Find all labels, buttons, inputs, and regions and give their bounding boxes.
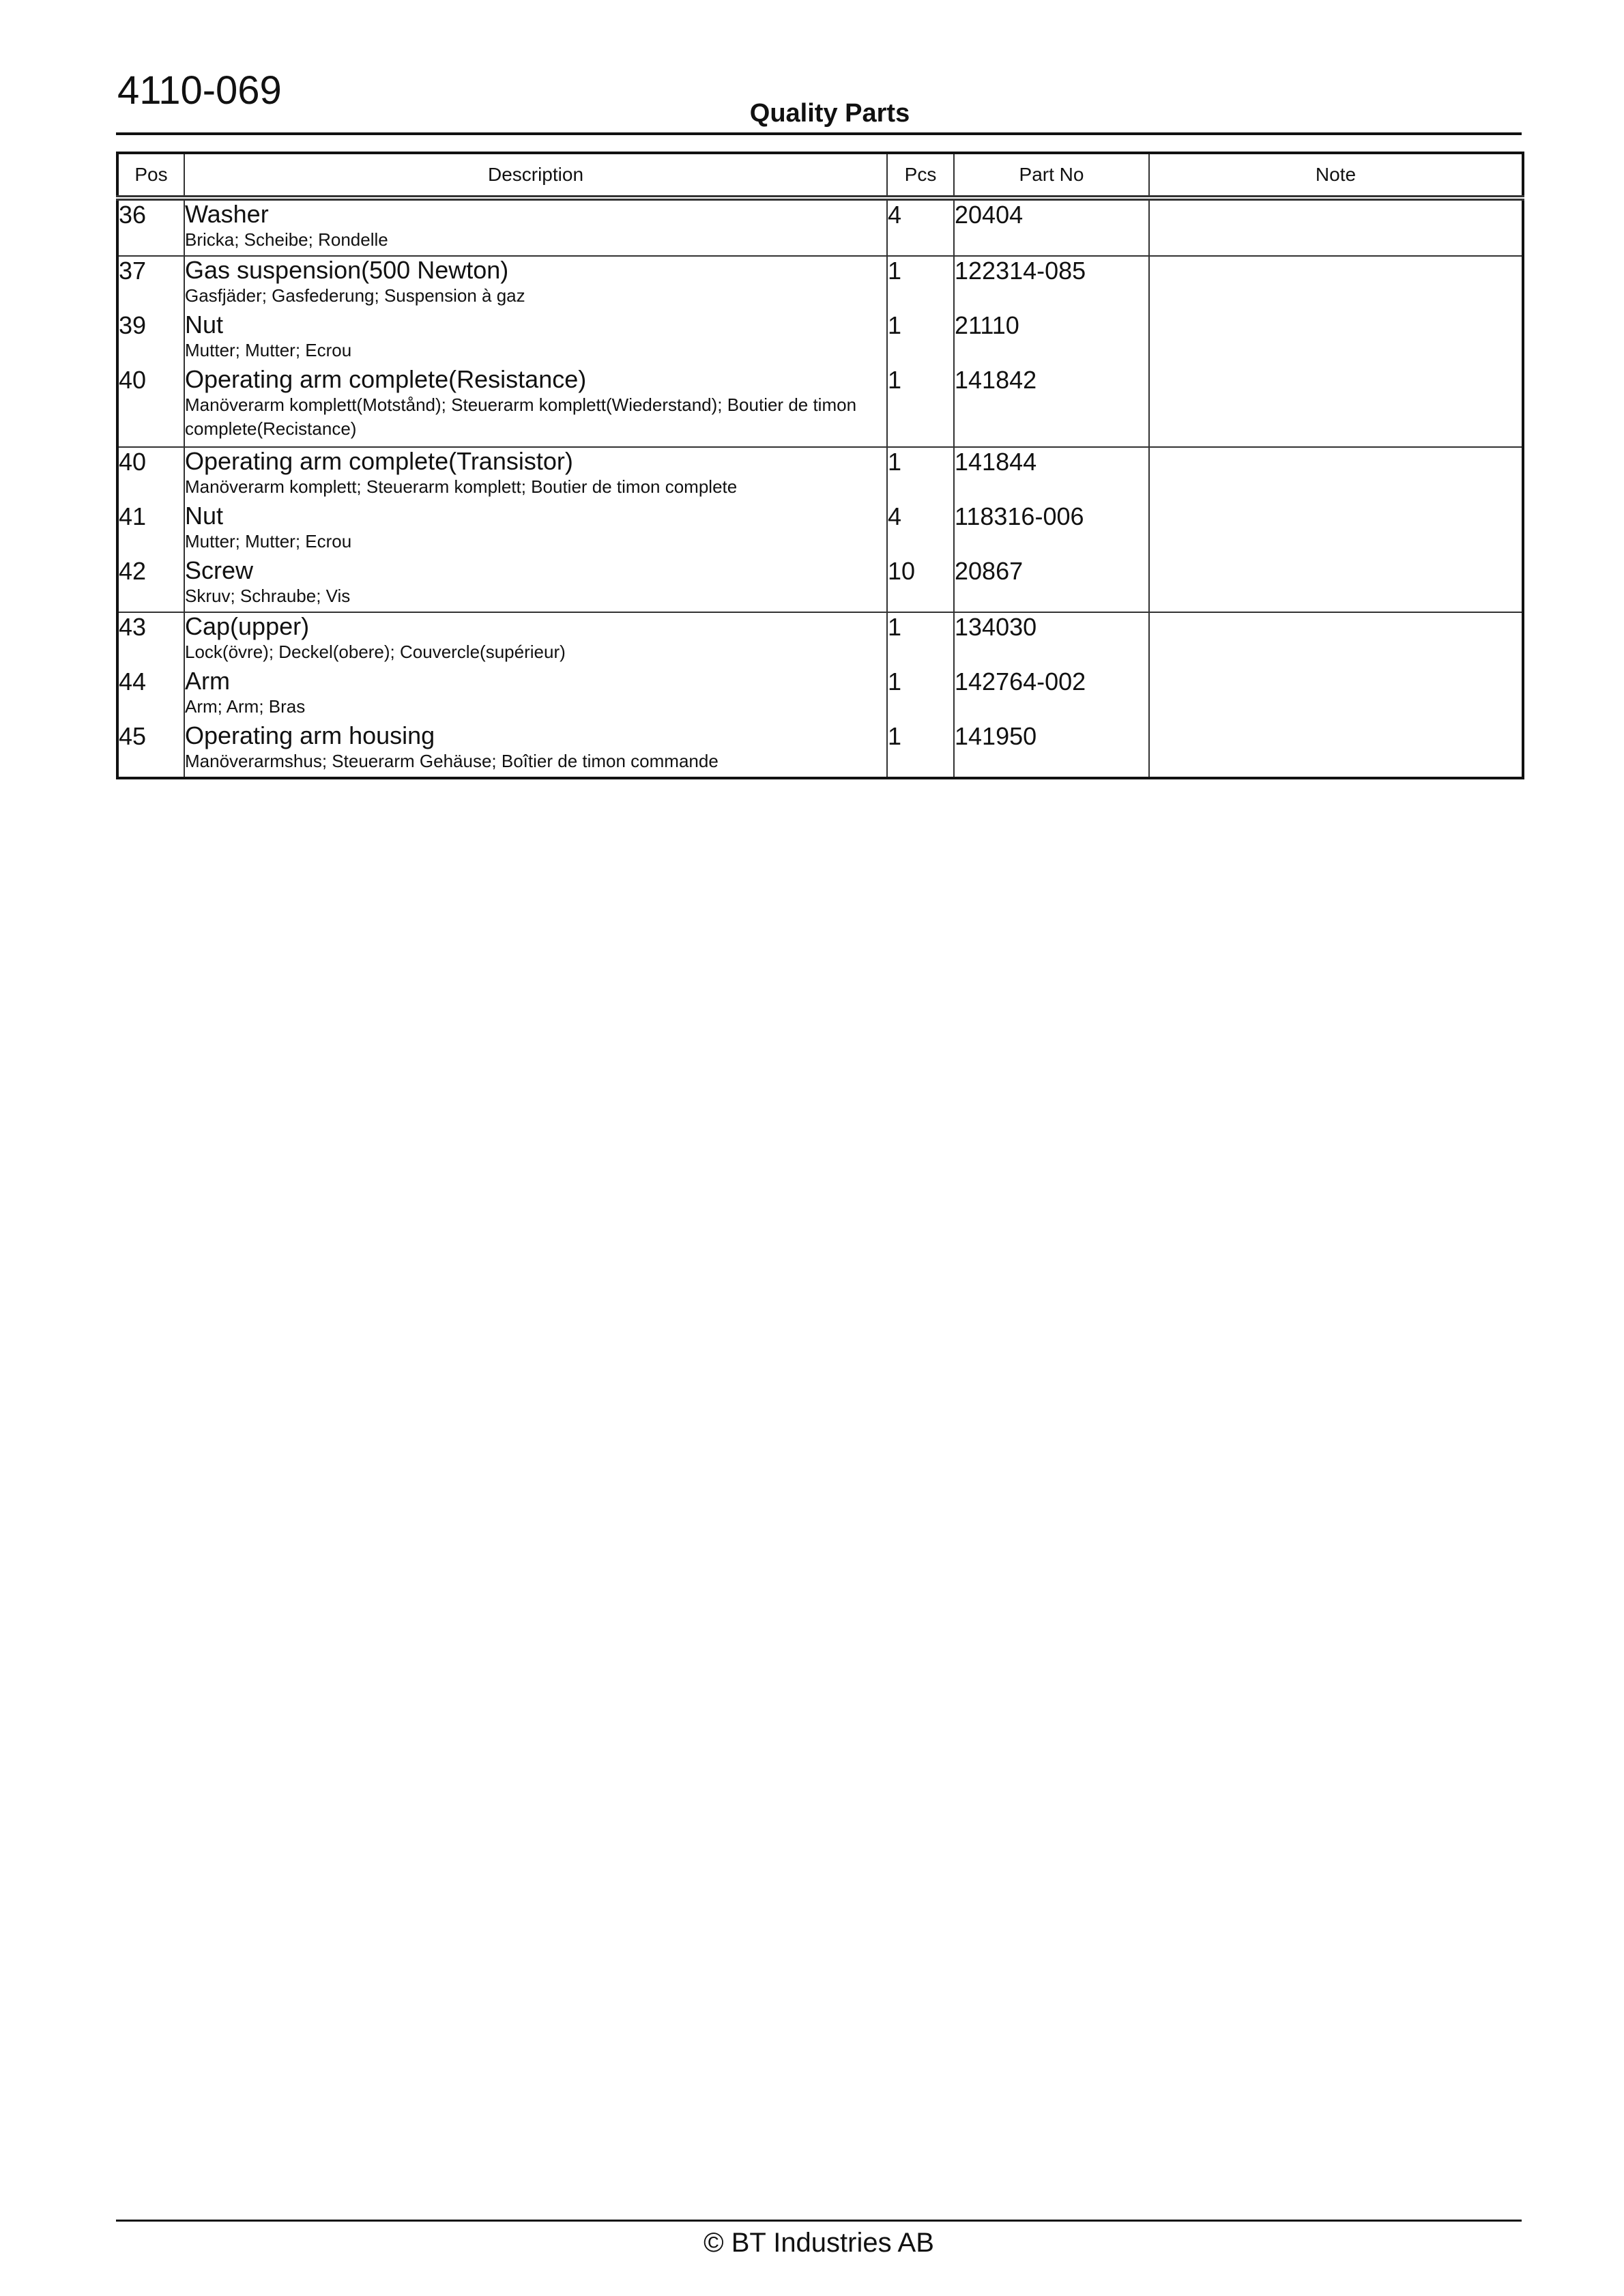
pcs-cell: 4 (887, 502, 954, 557)
pcs-cell: 1 (887, 447, 954, 502)
description-cell (184, 668, 887, 722)
note-cell (1149, 668, 1523, 722)
pos-cell: 40 (117, 447, 184, 502)
part-translations: Manöverarm komplett; Steuerarm komplett; Boutier de timon complete (185, 476, 738, 497)
table-row (117, 198, 1523, 256)
pos-cell: 40 (117, 366, 184, 447)
part-description: Nut (185, 311, 224, 339)
page-title: Quality Parts (749, 99, 910, 128)
pos-cell: 36 (117, 198, 184, 256)
column-header-description: Description (184, 153, 887, 198)
description-cell (184, 722, 887, 778)
pcs-cell: 1 (887, 256, 954, 311)
column-header-part-no: Part No (954, 153, 1149, 198)
column-header-note: Note (1149, 153, 1523, 198)
part-translations: Manöverarmshus; Steuerarm Gehäuse; Boîtier de timon commande (185, 751, 719, 771)
column-header-pos: Pos (117, 153, 184, 198)
pcs-cell: 1 (887, 366, 954, 447)
pcs-cell: 4 (887, 198, 954, 256)
part-description: Washer (185, 200, 269, 228)
part-description: Nut (185, 502, 224, 530)
table-row (117, 366, 1523, 447)
part-description: Operating arm complete(Resistance) (185, 365, 587, 393)
part-no-cell: 141950 (954, 722, 1149, 778)
note-cell (1149, 366, 1523, 447)
description-cell (184, 198, 887, 256)
note-cell (1149, 502, 1523, 557)
column-header-pcs: Pcs (887, 153, 954, 198)
pos-cell: 37 (117, 256, 184, 311)
pcs-cell: 1 (887, 612, 954, 668)
table-row (117, 722, 1523, 778)
description-cell (184, 311, 887, 366)
pos-cell: 45 (117, 722, 184, 778)
part-description: Operating arm complete(Transistor) (185, 447, 573, 475)
note-cell (1149, 256, 1523, 311)
part-description: Arm (185, 667, 230, 695)
parts-table (116, 152, 1524, 779)
table-row (117, 447, 1523, 502)
note-cell (1149, 311, 1523, 366)
pos-cell: 43 (117, 612, 184, 668)
description-cell (184, 366, 887, 447)
note-cell (1149, 447, 1523, 502)
table-row (117, 612, 1523, 668)
part-translations: Arm; Arm; Bras (185, 696, 306, 717)
table-header-row (117, 153, 1523, 198)
table-row (117, 311, 1523, 366)
pcs-cell: 1 (887, 311, 954, 366)
note-cell (1149, 198, 1523, 256)
part-description: Cap(upper) (185, 612, 310, 640)
pcs-cell: 1 (887, 722, 954, 778)
copyright-notice: © BT Industries AB (704, 2228, 934, 2258)
part-no-cell: 142764-002 (954, 668, 1149, 722)
part-translations: Gasfjäder; Gasfederung; Suspension à gaz (185, 285, 525, 306)
part-translations: Lock(övre); Deckel(obere); Couvercle(supérieur) (185, 642, 566, 662)
part-no-cell: 141844 (954, 447, 1149, 502)
part-translations: Mutter; Mutter; Ecrou (185, 340, 352, 360)
pcs-cell: 10 (887, 557, 954, 612)
table-row (117, 256, 1523, 311)
table-row (117, 668, 1523, 722)
part-no-cell: 21110 (954, 311, 1149, 366)
note-cell (1149, 722, 1523, 778)
document-number: 4110-069 (117, 68, 282, 113)
pos-cell: 41 (117, 502, 184, 557)
description-cell (184, 256, 887, 311)
pos-cell: 42 (117, 557, 184, 612)
note-cell (1149, 612, 1523, 668)
pos-cell: 39 (117, 311, 184, 366)
part-no-cell: 141842 (954, 366, 1149, 447)
description-cell (184, 447, 887, 502)
header-divider (116, 132, 1522, 135)
part-translations: Skruv; Schraube; Vis (185, 586, 351, 606)
footer-divider (116, 2220, 1522, 2222)
part-no-cell: 122314-085 (954, 256, 1149, 311)
part-no-cell: 20404 (954, 198, 1149, 256)
part-translations: Mutter; Mutter; Ecrou (185, 531, 352, 551)
description-cell (184, 612, 887, 668)
part-description: Operating arm housing (185, 721, 435, 749)
note-cell (1149, 557, 1523, 612)
description-cell (184, 502, 887, 557)
table-row (117, 557, 1523, 612)
pcs-cell: 1 (887, 668, 954, 722)
description-cell (184, 557, 887, 612)
table-row (117, 502, 1523, 557)
part-description: Screw (185, 556, 254, 584)
pos-cell: 44 (117, 668, 184, 722)
part-no-cell: 118316-006 (954, 502, 1149, 557)
part-description: Gas suspension(500 Newton) (185, 256, 509, 284)
part-translations: Bricka; Scheibe; Rondelle (185, 229, 388, 250)
part-no-cell: 20867 (954, 557, 1149, 612)
part-translations: Manöverarm komplett(Motstånd); Steuerarm komplett(Wiederstand); Boutier de timon complete(Recistance) (185, 394, 857, 439)
part-no-cell: 134030 (954, 612, 1149, 668)
